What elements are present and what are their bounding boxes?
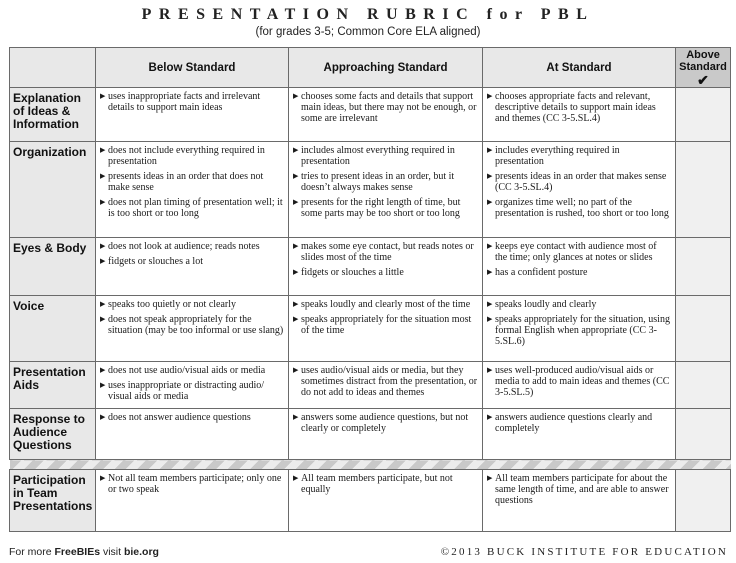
col-header-above-line1: Above [686, 49, 720, 61]
bullet-icon: ▶ [293, 300, 299, 308]
rubric-item [487, 412, 671, 434]
bullet-icon: ▶ [100, 146, 106, 154]
footer-visit: visit [100, 546, 124, 558]
cell-approaching [289, 142, 483, 238]
cell-at [483, 142, 676, 238]
header-row [10, 48, 731, 88]
cell-above[interactable] [676, 142, 731, 238]
rubric-item [100, 299, 284, 310]
rubric-item-text: presents ideas in an order that does not make sense [108, 171, 264, 193]
rubric-row [10, 362, 731, 409]
footer-freebies: FreeBIEs [54, 546, 101, 558]
rubric-item [487, 365, 671, 398]
rubric-item [487, 314, 671, 347]
rubric-row [10, 238, 731, 296]
rubric-item-text: presents for the right length of time, but some parts may be too short or too long [301, 197, 461, 219]
bullet-icon: ▶ [293, 315, 299, 323]
cell-above[interactable] [676, 470, 731, 532]
cell-approaching [289, 409, 483, 460]
rubric-item-text: does not look at audience; reads notes [108, 241, 260, 252]
bullet-icon: ▶ [487, 366, 493, 374]
cell-above[interactable] [676, 238, 731, 296]
rubric-item [293, 241, 478, 263]
bullet-icon: ▶ [487, 413, 493, 421]
rubric-item-text: organizes time well; no part of the presentation is rushed, too short or too long [495, 197, 669, 219]
rubric-item-text: All team members participate for about the same length of time, and are able to answer questions [495, 473, 669, 506]
divider-stripe [10, 460, 731, 470]
rubric-item [487, 299, 671, 310]
rubric-item-text: chooses appropriate facts and relevant, descriptive details to support main ideas and themes (CC 3-5.SL.4) [495, 91, 656, 124]
bullet-icon: ▶ [100, 381, 106, 389]
rubric-item [100, 412, 284, 423]
rubric-row [10, 88, 731, 142]
cell-at [483, 362, 676, 409]
rubric-item [293, 145, 478, 167]
bullet-icon: ▶ [293, 146, 299, 154]
rubric-item [293, 314, 478, 336]
bullet-icon: ▶ [487, 268, 493, 276]
rubric-item-text: does not use audio/visual aids or media [108, 365, 266, 376]
criterion-label: Presentation Aids [10, 362, 96, 409]
criterion-label: Participation in Team Presentations [10, 470, 96, 532]
bullet-icon: ▶ [100, 172, 106, 180]
cell-at [483, 88, 676, 142]
criterion-label: Response to Audience Questions [10, 409, 96, 460]
rubric-item [100, 91, 284, 113]
rubric-item-text: speaks too quietly or not clearly [108, 299, 237, 310]
bullet-icon: ▶ [100, 92, 106, 100]
bullet-icon: ▶ [487, 300, 493, 308]
rubric-item [100, 256, 284, 267]
rubric-item-text: speaks loudly and clearly most of the time [301, 299, 471, 310]
rubric-table [9, 47, 731, 532]
bullet-icon: ▶ [487, 315, 493, 323]
col-header-at: At Standard [483, 48, 676, 88]
cell-above[interactable] [676, 409, 731, 460]
rubric-item-text: makes some eye contact, but reads notes or slides most of the time [301, 241, 474, 263]
cell-approaching [289, 88, 483, 142]
bullet-icon: ▶ [487, 198, 493, 206]
footer-prefix: For more [9, 546, 55, 558]
col-header-below: Below Standard [96, 48, 289, 88]
cell-below [96, 362, 289, 409]
criterion-label: Voice [10, 296, 96, 362]
cell-approaching [289, 238, 483, 296]
rubric-item-text: All team members participate, but not equally [301, 473, 453, 495]
bullet-icon: ▶ [487, 474, 493, 482]
col-header-approaching: Approaching Standard [289, 48, 483, 88]
rubric-row [10, 142, 731, 238]
cell-below [96, 296, 289, 362]
cell-at [483, 238, 676, 296]
rubric-item-text: uses audio/visual aids or media, but they sometimes distract from the presentation, or do not add to ideas and themes [301, 365, 478, 398]
rubric-item-text: Not all team members participate; only one or two speak [108, 473, 282, 495]
bullet-icon: ▶ [293, 92, 299, 100]
rubric-item-text: fidgets or slouches a little [301, 267, 404, 278]
rubric-item [293, 365, 478, 398]
rubric-item [100, 365, 284, 376]
bullet-icon: ▶ [100, 257, 106, 265]
footer-left [9, 546, 159, 558]
footer-site-link[interactable]: bie.org [123, 546, 159, 558]
cell-below [96, 470, 289, 532]
rubric-item-text: answers some audience questions, but not clearly or completely [301, 412, 469, 434]
criterion-label: Explanation of Ideas & Information [10, 88, 96, 142]
rubric-item [293, 267, 478, 278]
checkmark-icon: ✔ [697, 72, 709, 88]
rubric-item-text: does not plan timing of presentation well; it is too short or too long [108, 197, 283, 219]
rubric-item-text: includes everything required in presentation [495, 145, 620, 167]
bullet-icon: ▶ [100, 198, 106, 206]
rubric-item [293, 412, 478, 434]
bullet-icon: ▶ [100, 366, 106, 374]
rubric-item [100, 380, 284, 402]
col-header-above [676, 48, 731, 88]
page-title: PRESENTATION RUBRIC for PBL [141, 6, 595, 23]
section-divider [10, 460, 731, 470]
rubric-item-text: speaks loudly and clearly [495, 299, 597, 310]
rubric-item-text: uses well-produced audio/visual aids or media to add to main ideas and themes (CC 3-5.SL.5) [495, 365, 670, 398]
bullet-icon: ▶ [100, 474, 106, 482]
rubric-row [10, 409, 731, 460]
bullet-icon: ▶ [487, 242, 493, 250]
bullet-icon: ▶ [293, 366, 299, 374]
rubric-item [100, 473, 284, 495]
cell-approaching [289, 470, 483, 532]
bullet-icon: ▶ [487, 92, 493, 100]
rubric-item-text: tries to present ideas in an order, but it doesn’t always makes sense [301, 171, 455, 193]
rubric-body [10, 88, 731, 532]
rubric-item-text: answers audience questions clearly and completely [495, 412, 653, 434]
rubric-item-text: speaks appropriately for the situation, using formal English when appropriate (CC 3-5.SL.6) [495, 314, 670, 347]
rubric-item [487, 171, 671, 193]
bullet-icon: ▶ [293, 242, 299, 250]
rubric-item [487, 241, 671, 263]
footer-copyright: ©2013 BUCK INSTITUTE FOR EDUCATION [440, 546, 728, 558]
bullet-icon: ▶ [100, 315, 106, 323]
rubric-item [293, 197, 478, 219]
rubric-item [100, 197, 284, 219]
rubric-row [10, 296, 731, 362]
cell-above[interactable] [676, 362, 731, 409]
rubric-item-text: keeps eye contact with audience most of the time; only glances at notes or slides [495, 241, 657, 263]
cell-approaching [289, 362, 483, 409]
cell-below [96, 142, 289, 238]
cell-approaching [289, 296, 483, 362]
rubric-item-text: chooses some facts and details that support main ideas, but there may not be enough, or some are irrelevant [301, 91, 477, 124]
corner-cell [10, 48, 96, 88]
rubric-item-text: uses inappropriate or distracting audio/ visual aids or media [108, 380, 265, 402]
criterion-label: Organization [10, 142, 96, 238]
bullet-icon: ▶ [293, 268, 299, 276]
rubric-item-text: includes almost everything required in presentation [301, 145, 455, 167]
criterion-label: Eyes & Body [10, 238, 96, 296]
bullet-icon: ▶ [293, 172, 299, 180]
bullet-icon: ▶ [293, 198, 299, 206]
rubric-row [10, 470, 731, 532]
rubric-item [100, 145, 284, 167]
rubric-item-text: does not answer audience questions [108, 412, 251, 423]
rubric-item [293, 299, 478, 310]
col-header-above-line2: Standard [679, 61, 727, 73]
rubric-item [487, 473, 671, 506]
rubric-item [100, 171, 284, 193]
cell-below [96, 238, 289, 296]
rubric-item [293, 171, 478, 193]
cell-below [96, 409, 289, 460]
bullet-icon: ▶ [100, 242, 106, 250]
rubric-item-text: speaks appropriately for the situation most of the time [301, 314, 472, 336]
cell-above[interactable] [676, 296, 731, 362]
bullet-icon: ▶ [293, 413, 299, 421]
rubric-item-text: does not include everything required in presentation [108, 145, 265, 167]
rubric-item [487, 91, 671, 124]
rubric-item-text: presents ideas in an order that makes sense (CC 3-5.SL.4) [495, 171, 667, 193]
bullet-icon: ▶ [293, 474, 299, 482]
cell-at [483, 296, 676, 362]
rubric-item [293, 473, 478, 495]
rubric-item [100, 241, 284, 252]
rubric-item [487, 267, 671, 278]
rubric-item-text: fidgets or slouches a lot [108, 256, 203, 267]
bullet-icon: ▶ [487, 172, 493, 180]
cell-above[interactable] [676, 88, 731, 142]
cell-at [483, 470, 676, 532]
rubric-item [100, 314, 284, 336]
page-subtitle: (for grades 3-5; Common Core ELA aligned) [255, 26, 481, 38]
bullet-icon: ▶ [100, 300, 106, 308]
bullet-icon: ▶ [487, 146, 493, 154]
rubric-item-text: does not speak appropriately for the situation (may be too informal or use slang) [108, 314, 284, 336]
rubric-item-text: has a confident posture [495, 267, 588, 278]
cell-at [483, 409, 676, 460]
rubric-item [487, 197, 671, 219]
cell-below [96, 88, 289, 142]
rubric-item-text: uses inappropriate facts and irrelevant details to support main ideas [108, 91, 261, 113]
bullet-icon: ▶ [100, 413, 106, 421]
rubric-item [487, 145, 671, 167]
rubric-item [293, 91, 478, 124]
